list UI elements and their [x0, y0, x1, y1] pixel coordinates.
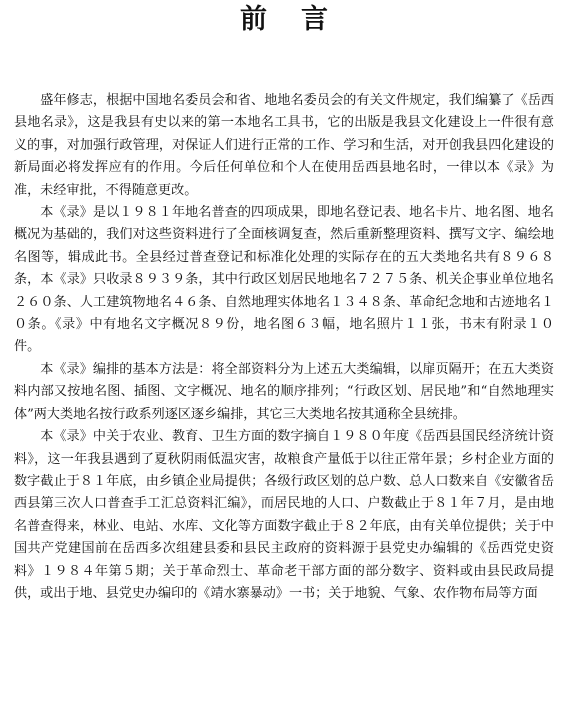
paragraph-4: 本《录》中关于农业、教育、卫生方面的数字摘自１９８０年度《岳西县国民经济统计资料》，这一年我县遇到了夏秋阴雨低温灾害，故粮食产量低于以往正常年景；乡村企业方面的数字截止于８１年底，由乡镇企业局提供；各级行政区划的总户数、总人口数来自《安徽省岳西县第三次人口普查手工汇总资料汇编》，而居民地的人口、户数截止于８１年７月，是由地名普查得来，林业、电站、水库、文化等方面数字截止于８２年底，由有关单位提供；关于中国共产党建国前在岳西多次组建县委和县民主政府的资料源于县党史办编辑的《岳西党史资料》１９８４年第５期；关于革命烈士、革命老干部方面的部分数字、资料或由县民政局提供，或出于地、县党史办编印的《靖水寨暴动》一书；关于地貌、气象、农作物布局等方面: [14, 429, 554, 601]
paragraph-1: 盛年修志，根据中国地名委员会和省、地地名委员会的有关文件规定，我们编纂了《岳西县地名录》，这是我县有史以来的第一本地名工具书，它的出版是我县文化建设上一件很有意义的事，对加强行政管理，对保证人们进行正常的工作、学习和生活，对开创我县四化建设的新局面必将发挥应有的作用。今后任何单位和个人在使用岳西县地名时，一律以本《录》为准，未经审批，不得随意更改。: [14, 93, 554, 198]
paragraph-2: 本《录》是以１９８１年地名普查的四项成果，即地名登记表、地名卡片、地名图、地名概况为基础的，我们对这些资料进行了全面核调复查，然后重新整理资料、撰写文字、编绘地名图等，辑成此书。全县经过普查登记和标准化处理的实际存在的五大类地名共有８９６８条，本《录》只收录８９３９条，其中行政区划居民地地名７２７５条、机关企事业单位地名２６０条、人工建筑物地名４６条、自然地理实体地名１３４８条、革命纪念地和古迹地名１０条。《录》中有地名文字概况８９份，地名图６３幅，地名照片１１张，书末有附录１０件。: [14, 205, 554, 355]
title-spacer: [14, 38, 554, 90]
page-title: 前言: [240, 4, 362, 35]
paragraph-3: 本《录》编排的基本方法是：将全部资料分为上述五大类编辑，以扉页隔开；在五大类资料内部又按地名图、插图、文字概况、地名的顺序排列；“行政区划、居民地”和“自然地理实体”两大类地名按行政系列逐区逐乡编排，其它三大类地名按其通称全县统排。: [14, 361, 554, 422]
